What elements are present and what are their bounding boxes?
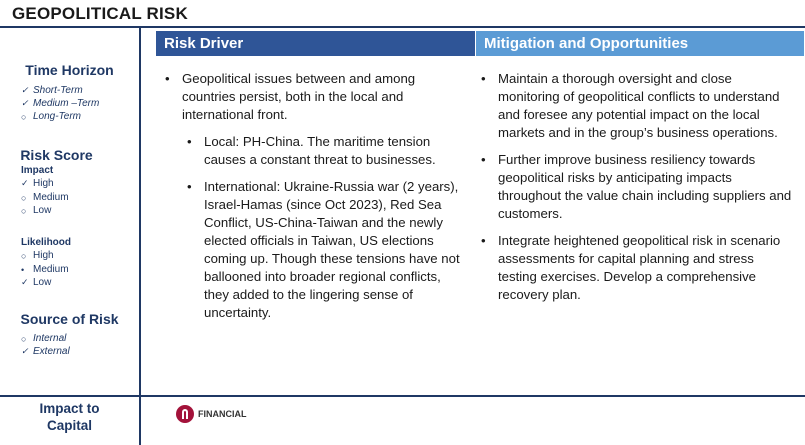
footer-divider	[0, 395, 805, 397]
likelihood-label: Likelihood	[21, 237, 71, 248]
time-horizon-short-term: ✓ Short-Term	[21, 85, 83, 96]
impact-label: Impact	[21, 165, 54, 176]
financial-logo	[176, 405, 247, 423]
mitigation-bullet: • Further improve business resiliency towards geopolitical risks by anticipating impacts throughout the value chain including suppliers and customers.	[476, 151, 794, 223]
circle-icon: ○	[21, 111, 27, 122]
circle-icon: ○	[21, 205, 27, 216]
sidebar-divider	[139, 28, 141, 445]
time-horizon-heading: Time Horizon	[25, 62, 114, 78]
likelihood-medium: • Medium	[21, 264, 69, 275]
risk-driver-column	[160, 70, 465, 331]
source-external: ✓ External	[21, 346, 70, 357]
risk-score-heading: Risk Score	[20, 147, 93, 163]
mitigation-bullet: • Maintain a thorough oversight and close monitoring of geopolitical conflicts to understand and foresee any potential impact on the local markets and in the group’s business operations.	[476, 70, 794, 142]
page-title: GEOPOLITICAL RISK	[12, 4, 188, 23]
likelihood-high: ○ High	[21, 250, 54, 261]
time-horizon-long-term: ○ Long-Term	[21, 111, 81, 122]
mitigation-header: Mitigation and Opportunities	[476, 31, 804, 56]
time-horizon-medium-term: ✓ Medium –Term	[21, 98, 100, 109]
impact-high: ✓ High	[21, 178, 54, 189]
bullet-icon: •	[21, 264, 25, 275]
impact-to-capital-label: Impact to Capital	[39, 401, 100, 433]
mitigation-column	[476, 70, 794, 313]
check-icon: ✓	[21, 98, 29, 108]
check-icon: ✓	[21, 85, 29, 95]
check-icon: ✓	[21, 346, 29, 356]
title-divider	[0, 26, 805, 28]
mitigation-bullet: • Integrate heightened geopolitical risk in scenario assessments for capital planning and stress testing exercises. Develop a comprehensive recovery plan.	[476, 232, 794, 304]
impact-medium: ○ Medium	[21, 192, 69, 203]
circle-icon: ○	[21, 192, 27, 203]
risk-driver-bullet: • Geopolitical issues between and among countries persist, both in the local and international front.	[160, 70, 465, 124]
source-internal: ○ Internal	[21, 333, 67, 344]
circle-icon: ○	[21, 333, 27, 344]
logo-seal-icon	[176, 405, 194, 423]
risk-driver-sub-bullet: • International: Ukraine-Russia war (2 years), Israel-Hamas (since Oct 2023), Red Sea Conflict, US-China-Taiwan and the newly elected officials in Taiwan, US elections coming up. Though these tensions have not ballooned into broader regional conflicts, they added to the lingering sense of uncertainty.	[182, 178, 465, 322]
circle-icon: ○	[21, 250, 27, 261]
source-of-risk-heading: Source of Risk	[20, 311, 119, 327]
risk-driver-sub-bullet: • Local: PH-China. The maritime tension causes a constant threat to businesses.	[182, 133, 465, 169]
check-icon: ✓	[21, 178, 29, 188]
likelihood-low: ✓ Low	[21, 277, 52, 288]
impact-low: ○ Low	[21, 205, 52, 216]
logo-text: FINANCIAL	[198, 409, 247, 419]
check-icon: ✓	[21, 277, 29, 287]
risk-driver-header: Risk Driver	[156, 31, 475, 56]
